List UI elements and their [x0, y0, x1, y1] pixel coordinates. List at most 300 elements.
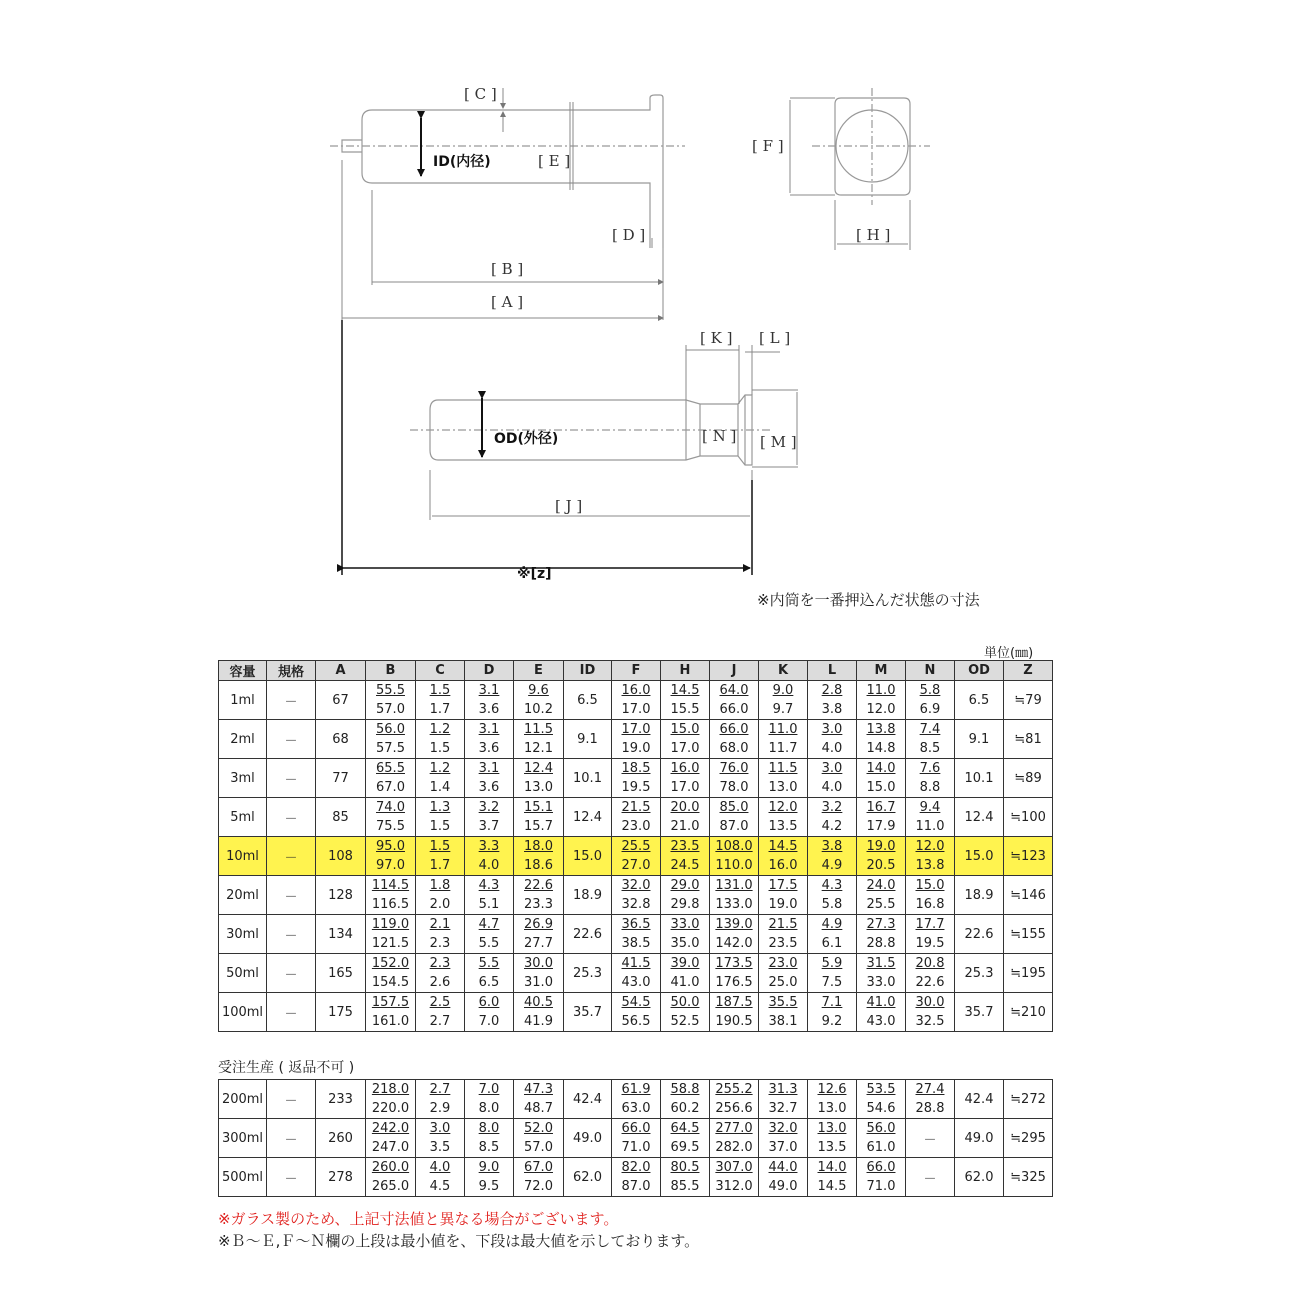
max-value: 31.0	[524, 975, 553, 990]
cell-id: 49.0	[564, 1119, 612, 1158]
cell-z: ≒146	[1004, 876, 1053, 915]
cell-f	[612, 954, 661, 993]
min-value: 14.5	[768, 839, 798, 854]
cell-z: ≒100	[1004, 798, 1053, 837]
min-value: 7.4	[919, 722, 941, 737]
label-l: [ L ]	[759, 329, 791, 347]
max-value: 4.5	[429, 1179, 451, 1194]
cell-a: 108	[316, 837, 366, 876]
min-value: 19.0	[866, 839, 896, 854]
cell-j	[710, 837, 759, 876]
min-value: 80.5	[670, 1160, 700, 1175]
cell-n	[906, 876, 955, 915]
min-value: 64.0	[719, 683, 749, 698]
cell-a: 68	[316, 720, 366, 759]
max-value: 220.0	[371, 1101, 410, 1116]
min-value: 1.8	[429, 878, 451, 893]
max-value: 32.5	[915, 1014, 945, 1029]
cell-od: 35.7	[955, 993, 1004, 1032]
max-value: 23.5	[768, 936, 798, 951]
max-value: 57.0	[524, 1140, 553, 1155]
max-value: 6.5	[478, 975, 500, 990]
cell-d	[465, 1158, 514, 1197]
cell-k	[759, 759, 808, 798]
min-value: 18.5	[621, 761, 651, 776]
col-header-f: F	[612, 661, 661, 681]
table-row	[219, 1119, 1053, 1158]
min-value: 32.0	[768, 1121, 798, 1136]
cell-f	[612, 759, 661, 798]
cell-b	[366, 798, 416, 837]
cell-cap: 30ml	[219, 915, 267, 954]
table-row	[219, 876, 1053, 915]
cell-k	[759, 1080, 808, 1119]
cell-m	[857, 876, 906, 915]
max-value: 2.0	[429, 897, 451, 912]
min-value: 139.0	[715, 917, 753, 932]
max-value: 2.3	[429, 936, 451, 951]
min-value: 152.0	[371, 956, 410, 971]
min-value: 11.0	[768, 722, 798, 737]
min-value: 3.8	[821, 839, 843, 854]
table-row	[219, 798, 1053, 837]
max-value: 19.0	[768, 897, 798, 912]
col-header-d: D	[465, 661, 514, 681]
min-value: 12.6	[817, 1082, 847, 1097]
cell-f	[612, 720, 661, 759]
max-value: 3.8	[821, 702, 843, 717]
cell-l	[808, 993, 857, 1032]
max-value: 54.6	[866, 1101, 896, 1116]
cell-m	[857, 993, 906, 1032]
max-value: 41.9	[524, 1014, 553, 1029]
min-value: 76.0	[719, 761, 749, 776]
cell-f	[612, 798, 661, 837]
cell-n	[906, 954, 955, 993]
min-value: 4.3	[478, 878, 500, 893]
cell-n	[906, 720, 955, 759]
cell-l	[808, 837, 857, 876]
min-value: 16.7	[866, 800, 896, 815]
label-b: [ B ]	[491, 260, 524, 278]
cell-std: －	[267, 798, 316, 837]
min-value: 4.7	[478, 917, 500, 932]
cell-id: 18.9	[564, 876, 612, 915]
min-value: 131.0	[715, 878, 753, 893]
min-value: 41.5	[621, 956, 651, 971]
min-value: 260.0	[371, 1160, 410, 1175]
min-value: 1.2	[429, 761, 451, 776]
cell-h	[661, 1119, 710, 1158]
max-value: 15.0	[866, 780, 896, 795]
min-value: 53.5	[866, 1082, 896, 1097]
cell-b	[366, 720, 416, 759]
cell-id: 35.7	[564, 993, 612, 1032]
max-value: 35.0	[670, 936, 700, 951]
max-value: 66.0	[719, 702, 749, 717]
label-j: [ J ]	[555, 497, 583, 515]
col-header-z: Z	[1004, 661, 1053, 681]
cell-k	[759, 837, 808, 876]
min-value: 8.0	[478, 1121, 500, 1136]
min-value: 3.0	[429, 1121, 451, 1136]
cell-id: 62.0	[564, 1158, 612, 1197]
col-header-j: J	[710, 661, 759, 681]
min-value: 50.0	[670, 995, 700, 1010]
label-d: [ D ]	[612, 226, 646, 244]
min-value: 31.5	[866, 956, 896, 971]
cell-j	[710, 876, 759, 915]
max-value: 32.8	[621, 897, 651, 912]
max-value: 23.0	[621, 819, 651, 834]
cell-h	[661, 759, 710, 798]
max-value: 63.0	[621, 1101, 651, 1116]
max-value: 13.8	[915, 858, 945, 873]
min-value: 27.4	[915, 1082, 945, 1097]
cell-b	[366, 1119, 416, 1158]
max-value: 37.0	[768, 1140, 798, 1155]
max-value: 7.0	[478, 1014, 500, 1029]
max-value: 1.7	[429, 858, 451, 873]
cell-b	[366, 837, 416, 876]
max-value: 13.0	[768, 780, 798, 795]
cell-id: 10.1	[564, 759, 612, 798]
col-header-m: M	[857, 661, 906, 681]
min-value: 66.0	[866, 1160, 896, 1175]
max-value: 1.4	[429, 780, 451, 795]
min-value: 66.0	[621, 1121, 651, 1136]
cell-m	[857, 798, 906, 837]
cell-n	[906, 1080, 955, 1119]
col-header-e: E	[514, 661, 564, 681]
max-value: 21.0	[670, 819, 700, 834]
cell-cap: 3ml	[219, 759, 267, 798]
cell-h	[661, 720, 710, 759]
cell-b	[366, 993, 416, 1032]
table-row	[219, 681, 1053, 720]
cell-a: 260	[316, 1119, 366, 1158]
cell-std: －	[267, 993, 316, 1032]
cell-l	[808, 915, 857, 954]
max-value: 17.0	[670, 780, 700, 795]
order-table	[218, 1079, 1053, 1197]
cell-id: 15.0	[564, 837, 612, 876]
min-value: 11.0	[866, 683, 896, 698]
min-value: 12.0	[768, 800, 798, 815]
cell-d	[465, 915, 514, 954]
label-od: OD(外径)	[494, 431, 559, 447]
max-value: 247.0	[371, 1140, 410, 1155]
cell-m	[857, 954, 906, 993]
table-row	[219, 759, 1053, 798]
cell-m	[857, 1158, 906, 1197]
min-value: 17.5	[768, 878, 798, 893]
label-n: [ N ]	[702, 427, 737, 445]
cell-j	[710, 681, 759, 720]
cell-n	[906, 681, 955, 720]
col-header-b: B	[366, 661, 416, 681]
max-value: 41.0	[670, 975, 700, 990]
min-value: 3.0	[821, 761, 843, 776]
max-value: 97.0	[376, 858, 405, 873]
cell-n: －	[906, 1158, 955, 1197]
min-value: 3.1	[478, 761, 500, 776]
cell-e	[514, 915, 564, 954]
min-value: 7.1	[821, 995, 843, 1010]
max-value: 9.7	[772, 702, 794, 717]
table-row	[219, 720, 1053, 759]
cell-j	[710, 993, 759, 1032]
cell-c	[416, 915, 465, 954]
cell-h	[661, 915, 710, 954]
max-value: 8.8	[919, 780, 941, 795]
max-value: 12.1	[524, 741, 553, 756]
max-value: 8.5	[919, 741, 941, 756]
cell-f	[612, 1080, 661, 1119]
max-value: 7.5	[821, 975, 843, 990]
min-value: 255.2	[715, 1082, 753, 1097]
cell-l	[808, 954, 857, 993]
cell-cap: 10ml	[219, 837, 267, 876]
cell-l	[808, 681, 857, 720]
min-value: 20.0	[670, 800, 700, 815]
min-value: 14.0	[866, 761, 896, 776]
cell-z: ≒81	[1004, 720, 1053, 759]
cell-od: 22.6	[955, 915, 1004, 954]
max-value: 43.0	[621, 975, 651, 990]
cell-k	[759, 720, 808, 759]
cell-std: －	[267, 954, 316, 993]
max-value: 3.6	[478, 741, 500, 756]
max-value: 28.8	[915, 1101, 945, 1116]
table-row	[219, 1158, 1053, 1197]
cell-od: 62.0	[955, 1158, 1004, 1197]
min-value: 3.1	[478, 722, 500, 737]
max-value: 68.0	[719, 741, 749, 756]
cell-od: 6.5	[955, 681, 1004, 720]
min-value: 4.3	[821, 878, 843, 893]
cell-e	[514, 876, 564, 915]
cell-z: ≒79	[1004, 681, 1053, 720]
cell-a: 134	[316, 915, 366, 954]
max-value: 60.2	[670, 1101, 700, 1116]
cell-a: 233	[316, 1080, 366, 1119]
max-value: 4.0	[478, 858, 500, 873]
max-value: 22.6	[915, 975, 945, 990]
min-value: 15.0	[915, 878, 945, 893]
footnote: ※Ｂ～Ｅ,Ｆ～Ｎ欄の上段は最小値を、下段は最大値を示しております。	[218, 1232, 700, 1250]
col-header-n: N	[906, 661, 955, 681]
label-id: ID(内径)	[433, 154, 491, 170]
max-value: 154.5	[371, 975, 410, 990]
cell-id: 42.4	[564, 1080, 612, 1119]
cell-k	[759, 876, 808, 915]
cell-c	[416, 1119, 465, 1158]
cell-cap: 20ml	[219, 876, 267, 915]
max-value: 14.5	[817, 1179, 847, 1194]
cell-std: －	[267, 759, 316, 798]
cell-h	[661, 681, 710, 720]
cell-f	[612, 915, 661, 954]
flange-end-view	[812, 88, 930, 205]
max-value: 19.5	[621, 780, 651, 795]
max-value: 25.0	[768, 975, 798, 990]
cell-z: ≒210	[1004, 993, 1053, 1032]
max-value: 13.5	[817, 1140, 847, 1155]
max-value: 15.5	[670, 702, 700, 717]
col-header-od: OD	[955, 661, 1004, 681]
min-value: 11.5	[768, 761, 798, 776]
cell-j	[710, 1080, 759, 1119]
max-value: 133.0	[715, 897, 753, 912]
min-value: 14.5	[670, 683, 700, 698]
max-value: 161.0	[371, 1014, 410, 1029]
cell-c	[416, 954, 465, 993]
cell-m	[857, 720, 906, 759]
cell-f	[612, 1119, 661, 1158]
cell-id: 6.5	[564, 681, 612, 720]
cell-cap: 200ml	[219, 1080, 267, 1119]
min-value: 31.3	[768, 1082, 798, 1097]
max-value: 13.0	[524, 780, 553, 795]
cell-std: －	[267, 1119, 316, 1158]
max-value: 78.0	[719, 780, 749, 795]
max-value: 11.0	[915, 819, 945, 834]
max-value: 49.0	[768, 1179, 798, 1194]
min-value: 35.5	[768, 995, 798, 1010]
cell-z: ≒123	[1004, 837, 1053, 876]
cell-h	[661, 837, 710, 876]
min-value: 1.2	[429, 722, 451, 737]
cell-m	[857, 1080, 906, 1119]
min-value: 44.0	[768, 1160, 798, 1175]
cell-m	[857, 837, 906, 876]
min-value: 24.0	[866, 878, 896, 893]
cell-e	[514, 759, 564, 798]
min-value: 5.8	[919, 683, 941, 698]
col-header-k: K	[759, 661, 808, 681]
cell-h	[661, 1080, 710, 1119]
cell-k	[759, 915, 808, 954]
min-value: 61.9	[621, 1082, 651, 1097]
min-value: 22.6	[524, 878, 553, 893]
cell-j	[710, 954, 759, 993]
max-value: 2.6	[429, 975, 451, 990]
cell-cap: 100ml	[219, 993, 267, 1032]
max-value: 16.0	[768, 858, 798, 873]
cell-e	[514, 1158, 564, 1197]
cell-c	[416, 1158, 465, 1197]
min-value: 21.5	[621, 800, 651, 815]
table-row	[219, 837, 1053, 876]
cell-h	[661, 993, 710, 1032]
label-e: [ E ]	[538, 152, 571, 170]
cell-f	[612, 837, 661, 876]
max-value: 25.5	[866, 897, 896, 912]
label-m: [ M ]	[760, 433, 797, 451]
min-value: 55.5	[376, 683, 405, 698]
cell-k	[759, 954, 808, 993]
cell-j	[710, 759, 759, 798]
min-value: 2.8	[821, 683, 843, 698]
cell-b	[366, 915, 416, 954]
cell-k	[759, 1119, 808, 1158]
cell-j	[710, 915, 759, 954]
min-value: 5.5	[478, 956, 500, 971]
min-value: 16.0	[621, 683, 651, 698]
cell-d	[465, 876, 514, 915]
min-value: 1.5	[429, 839, 451, 854]
max-value: 24.5	[670, 858, 700, 873]
max-value: 1.5	[429, 819, 451, 834]
cell-std: －	[267, 837, 316, 876]
min-value: 66.0	[719, 722, 749, 737]
min-value: 1.3	[429, 800, 451, 815]
cell-id: 22.6	[564, 915, 612, 954]
max-value: 4.0	[821, 780, 843, 795]
cell-b	[366, 759, 416, 798]
max-value: 10.2	[524, 702, 553, 717]
cell-c	[416, 876, 465, 915]
min-value: 173.5	[715, 956, 753, 971]
min-value: 2.1	[429, 917, 451, 932]
order-section-title: 受注生産 ( 返品不可 )	[218, 1060, 355, 1076]
label-h: [ H ]	[856, 226, 891, 244]
min-value: 52.0	[524, 1121, 553, 1136]
min-value: 30.0	[915, 995, 945, 1010]
min-value: 40.5	[524, 995, 553, 1010]
cell-k	[759, 681, 808, 720]
min-value: 23.0	[768, 956, 798, 971]
cell-h	[661, 798, 710, 837]
max-value: 27.0	[621, 858, 651, 873]
cell-a: 128	[316, 876, 366, 915]
max-value: 48.7	[524, 1101, 553, 1116]
max-value: 121.5	[371, 936, 410, 951]
min-value: 2.5	[429, 995, 451, 1010]
max-value: 176.5	[715, 975, 753, 990]
cell-m	[857, 759, 906, 798]
cell-f	[612, 993, 661, 1032]
cell-e	[514, 798, 564, 837]
table-row	[219, 954, 1053, 993]
max-value: 18.6	[524, 858, 553, 873]
cell-b	[366, 876, 416, 915]
cell-n	[906, 993, 955, 1032]
cell-e	[514, 681, 564, 720]
max-value: 8.5	[478, 1140, 500, 1155]
label-c: [ C ]	[464, 85, 497, 103]
cell-l	[808, 1119, 857, 1158]
cell-k	[759, 993, 808, 1032]
cell-cap: 1ml	[219, 681, 267, 720]
cell-d	[465, 1080, 514, 1119]
max-value: 4.0	[821, 741, 843, 756]
min-value: 13.0	[817, 1121, 847, 1136]
cell-z: ≒295	[1004, 1119, 1053, 1158]
cell-h	[661, 954, 710, 993]
min-value: 9.0	[772, 683, 794, 698]
cell-std: －	[267, 1080, 316, 1119]
max-value: 9.2	[821, 1014, 843, 1029]
max-value: 282.0	[715, 1140, 753, 1155]
min-value: 13.8	[866, 722, 896, 737]
min-value: 12.0	[915, 839, 945, 854]
min-value: 307.0	[715, 1160, 753, 1175]
col-header-h: H	[661, 661, 710, 681]
cell-l	[808, 798, 857, 837]
max-value: 20.5	[866, 858, 896, 873]
